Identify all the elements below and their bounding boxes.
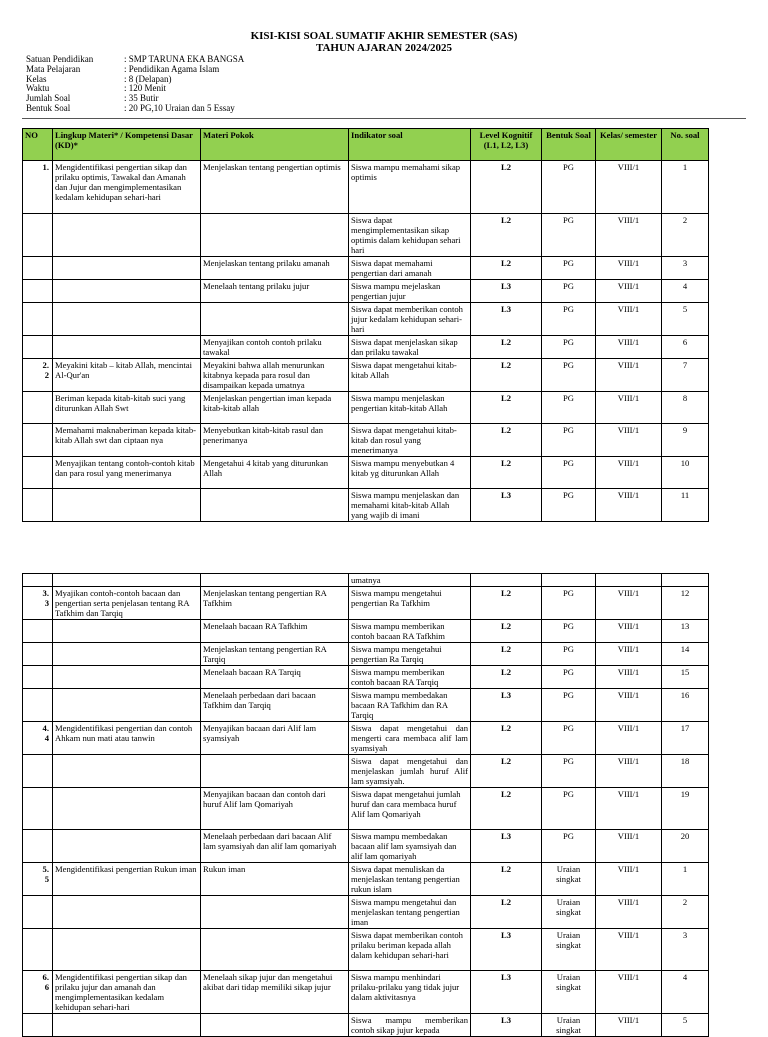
table-row xyxy=(23,214,709,257)
cell-kd xyxy=(53,214,201,257)
meta-label: Kelas xyxy=(26,73,47,84)
cell-bentuk: Uraian singkat xyxy=(542,896,596,929)
cell-nosoal: 12 xyxy=(662,587,709,620)
cell-kd xyxy=(53,929,201,971)
cell-indikator: Siswa mampu memberikan contoh bacaan RA Tafkhim xyxy=(349,620,471,643)
cell-kelas: VIII/1 xyxy=(596,788,662,830)
cell-nosoal: 15 xyxy=(662,666,709,689)
header-kd: Lingkup Materi* / Kompetensi Dasar (KD)* xyxy=(53,129,201,161)
cell-no: 5. 5 xyxy=(23,863,53,896)
cell-nosoal: 19 xyxy=(662,788,709,830)
cell-kd xyxy=(53,336,201,359)
cell-nosoal: 1 xyxy=(662,161,709,214)
cell-kd xyxy=(53,620,201,643)
cell-materi: Meyakini bahwa allah menurunkan kitabnya kepada para rosul dan disampaikan kepada umatnya xyxy=(201,359,349,392)
cell-no: 6. 6 xyxy=(23,971,53,1014)
cell-materi: Menjelaskan tentang pengertian RA Tarqiq xyxy=(201,643,349,666)
table-row xyxy=(23,392,709,424)
cell-nosoal: 3 xyxy=(662,257,709,280)
table-row xyxy=(23,1014,709,1037)
table-row xyxy=(23,489,709,522)
cell-level: L3 xyxy=(471,830,542,863)
cell-no xyxy=(23,666,53,689)
cell-kelas: VIII/1 xyxy=(596,392,662,424)
cell-bentuk: PG xyxy=(542,359,596,392)
cell-nosoal: 7 xyxy=(662,359,709,392)
cell-no xyxy=(23,489,53,522)
cell-indikator: Siswa dapat memberikan contoh prilaku beriman kepada allah dalam kehidupan sehari-hari xyxy=(349,929,471,971)
cell-no xyxy=(23,643,53,666)
cell-kelas: VIII/1 xyxy=(596,620,662,643)
meta-label: Waktu xyxy=(26,83,50,94)
cell-kelas: VIII/1 xyxy=(596,689,662,722)
header-materi: Materi Pokok xyxy=(201,129,349,161)
document-meta xyxy=(26,55,244,114)
cell-indikator: Siswa dapat memberikan contoh jujur kedalam kehidupan sehari-hari xyxy=(349,303,471,336)
cell-no xyxy=(23,257,53,280)
cell-no xyxy=(23,620,53,643)
cell-nosoal: 4 xyxy=(662,280,709,303)
cell-materi xyxy=(201,489,349,522)
cell-kelas: VIII/1 xyxy=(596,214,662,257)
cell-indikator: Siswa mampu menjelaskan dan memahami kitab-kitab Allah yang wajib di imani xyxy=(349,489,471,522)
cell-bentuk: PG xyxy=(542,280,596,303)
cell-no xyxy=(23,689,53,722)
table-header-row xyxy=(23,129,709,161)
cell-kd xyxy=(53,257,201,280)
cell-materi: Menelaah perbedaan dari bacaan Alif lam syamsiyah dan alif lam qomariyah xyxy=(201,830,349,863)
cell-materi: Menjelaskan tentang pengertian optimis xyxy=(201,161,349,214)
cell-kd: Myajikan contoh-contoh bacaan dan pengertian serta penjelasan tentang RA Tafkhim dan Tarqiq xyxy=(53,587,201,620)
cell-level: L2 xyxy=(471,722,542,755)
cell-kd: Mengidentifikasi pengertian sikap dan prilaku optimis, Tawakal dan Amanah dan Jujur dan mengimplementasikan kedalam kehidupan sehari-hari xyxy=(53,161,201,214)
header-kelas: Kelas/ semester xyxy=(596,129,662,161)
table-row xyxy=(23,863,709,896)
cell-kelas xyxy=(596,574,662,587)
meta-label: Jumlah Soal xyxy=(26,93,71,104)
cell-nosoal xyxy=(662,574,709,587)
cell-materi: Rukun iman xyxy=(201,863,349,896)
cell-materi: Menelaah bacaan RA Tafkhim xyxy=(201,620,349,643)
cell-level: L3 xyxy=(471,689,542,722)
table-row xyxy=(23,971,709,1014)
document-subtitle: TAHUN AJARAN 2024/2025 xyxy=(315,42,453,54)
cell-kelas: VIII/1 xyxy=(596,896,662,929)
cell-bentuk: PG xyxy=(542,336,596,359)
cell-kd xyxy=(53,643,201,666)
cell-level xyxy=(471,574,542,587)
header-no: NO xyxy=(23,129,53,161)
cell-no xyxy=(23,457,53,489)
table-body xyxy=(23,574,709,1037)
cell-kd xyxy=(53,755,201,788)
table-row xyxy=(23,620,709,643)
cell-kelas: VIII/1 xyxy=(596,587,662,620)
meta-label: Satuan Pendidikan xyxy=(26,54,94,64)
cell-bentuk: Uraian singkat xyxy=(542,1014,596,1037)
meta-value: : SMP TARUNA EKA BANGSA xyxy=(124,54,245,64)
table-row xyxy=(23,574,709,587)
cell-level: L2 xyxy=(471,863,542,896)
cell-materi: Menelaah bacaan RA Tarqiq xyxy=(201,666,349,689)
cell-kd xyxy=(53,1014,201,1037)
cell-bentuk: Uraian singkat xyxy=(542,929,596,971)
cell-no xyxy=(23,336,53,359)
cell-indikator: Siswa mampu mejelaskan pengertian jujur xyxy=(349,280,471,303)
cell-bentuk: PG xyxy=(542,424,596,457)
cell-kd: Meyakini kitab – kitab Allah, mencintai Al-Qur'an xyxy=(53,359,201,392)
cell-indikator: Siswa dapat mengimplementasikan sikap optimis dalam kehidupan sehari hari xyxy=(349,214,471,257)
cell-materi: Menyajikan bacaan dari Alif lam syamsiyah xyxy=(201,722,349,755)
cell-bentuk: PG xyxy=(542,392,596,424)
cell-indikator: Siswa mampu menyebutkan 4 kitab yg diturunkan Allah xyxy=(349,457,471,489)
kisi-kisi-table-page-1 xyxy=(22,128,709,522)
cell-no xyxy=(23,214,53,257)
cell-indikator: umatnya xyxy=(349,574,471,587)
cell-nosoal: 2 xyxy=(662,214,709,257)
cell-level: L2 xyxy=(471,392,542,424)
cell-nosoal: 13 xyxy=(662,620,709,643)
cell-no xyxy=(23,830,53,863)
cell-level: L2 xyxy=(471,788,542,830)
cell-materi: Menjelaskan tentang prilaku amanah xyxy=(201,257,349,280)
table-row xyxy=(23,722,709,755)
cell-nosoal: 4 xyxy=(662,971,709,1014)
cell-kelas: VIII/1 xyxy=(596,971,662,1014)
cell-kd: Mengidentifikasi pengertian sikap dan prilaku jujur dan amanah dan mengimplementasikan kedalam kehidupan sehari-hari xyxy=(53,971,201,1014)
cell-indikator: Siswa mampu mengetahui pengertian Ra Tarqiq xyxy=(349,643,471,666)
cell-materi: Menjelaskan tentang pengertian RA Tafkhim xyxy=(201,587,349,620)
cell-kd: Mengidentifikasi pengertian dan contoh Ahkam nun mati atau tanwin xyxy=(53,722,201,755)
cell-level: L2 xyxy=(471,214,542,257)
header-bentuk: Bentuk Soal xyxy=(542,129,596,161)
cell-indikator: Siswa mampu membedakan bacaan RA Tafkhim dan RA Tarqiq xyxy=(349,689,471,722)
cell-kd: Beriman kepada kitab-kitab suci yang diturunkan Allah Swt xyxy=(53,392,201,424)
cell-bentuk: PG xyxy=(542,457,596,489)
cell-kelas: VIII/1 xyxy=(596,489,662,522)
table-body xyxy=(23,161,709,522)
cell-level: L3 xyxy=(471,303,542,336)
table-row xyxy=(23,359,709,392)
cell-no xyxy=(23,280,53,303)
cell-indikator: Siswa mampu memahami sikap optimis xyxy=(349,161,471,214)
cell-no xyxy=(23,929,53,971)
cell-materi: Menyebutkan kitab-kitab rasul dan penerimanya xyxy=(201,424,349,457)
cell-level: L2 xyxy=(471,896,542,929)
cell-level: L2 xyxy=(471,587,542,620)
cell-nosoal: 6 xyxy=(662,336,709,359)
cell-bentuk: PG xyxy=(542,587,596,620)
cell-nosoal: 14 xyxy=(662,643,709,666)
table-row xyxy=(23,666,709,689)
cell-kelas: VIII/1 xyxy=(596,257,662,280)
cell-bentuk: PG xyxy=(542,161,596,214)
cell-kd xyxy=(53,574,201,587)
cell-nosoal: 2 xyxy=(662,896,709,929)
cell-materi: Menjelaskan pengertian iman kepada kitab-kitab allah xyxy=(201,392,349,424)
cell-indikator: Siswa dapat mengetahui dan menjelaskan jumlah huruf Alif lam syamsiyah. xyxy=(349,755,471,788)
cell-bentuk: PG xyxy=(542,620,596,643)
cell-kd xyxy=(53,896,201,929)
cell-level: L2 xyxy=(471,620,542,643)
cell-indikator: Siswa mampu mengetahui pengertian Ra Tafkhim xyxy=(349,587,471,620)
table-row xyxy=(23,257,709,280)
cell-no: 2. 2 xyxy=(23,359,53,392)
cell-kd xyxy=(53,303,201,336)
cell-bentuk: Uraian singkat xyxy=(542,971,596,1014)
cell-bentuk: PG xyxy=(542,214,596,257)
cell-kelas: VIII/1 xyxy=(596,161,662,214)
cell-bentuk: PG xyxy=(542,689,596,722)
cell-kelas: VIII/1 xyxy=(596,424,662,457)
header-divider xyxy=(22,118,746,119)
meta-value: : 20 PG,10 Uraian dan 5 Essay xyxy=(124,102,235,113)
cell-bentuk xyxy=(542,574,596,587)
header-level: Level Kognitif (L1, L2, L3) xyxy=(471,129,542,161)
cell-kelas: VIII/1 xyxy=(596,755,662,788)
cell-kelas: VIII/1 xyxy=(596,1014,662,1037)
cell-kd xyxy=(53,489,201,522)
meta-value: : Pendidikan Agama Islam xyxy=(124,63,220,74)
cell-materi: Menyajikan bacaan dan contoh dari huruf Alif lam Qomariyah xyxy=(201,788,349,830)
cell-bentuk: PG xyxy=(542,643,596,666)
cell-nosoal: 16 xyxy=(662,689,709,722)
cell-bentuk: PG xyxy=(542,303,596,336)
cell-bentuk: PG xyxy=(542,830,596,863)
cell-no xyxy=(23,896,53,929)
cell-kelas: VIII/1 xyxy=(596,863,662,896)
cell-kelas: VIII/1 xyxy=(596,929,662,971)
cell-materi xyxy=(201,929,349,971)
cell-kd xyxy=(53,788,201,830)
cell-materi xyxy=(201,1014,349,1037)
cell-indikator: Siswa dapat mengetahui kitab-kitab dan rosul yang menerimanya xyxy=(349,424,471,457)
cell-bentuk: PG xyxy=(542,666,596,689)
table-row xyxy=(23,424,709,457)
cell-kd: Menyajikan tentang contoh-contoh kitab dan para rosul yang menerimanya xyxy=(53,457,201,489)
cell-indikator: Siswa mampu memberikan contoh sikap jujur kepada xyxy=(349,1014,471,1037)
table-row xyxy=(23,788,709,830)
meta-value: : 120 Menit xyxy=(124,83,166,94)
cell-kelas: VIII/1 xyxy=(596,830,662,863)
cell-kd: Mengidentifikasi pengertian Rukun iman xyxy=(53,863,201,896)
cell-materi xyxy=(201,303,349,336)
cell-level: L2 xyxy=(471,457,542,489)
table-row xyxy=(23,587,709,620)
cell-kelas: VIII/1 xyxy=(596,457,662,489)
cell-kd xyxy=(53,689,201,722)
meta-value: : 35 Butir xyxy=(124,93,159,104)
cell-level: L2 xyxy=(471,336,542,359)
cell-kelas: VIII/1 xyxy=(596,336,662,359)
meta-value: : 8 (Delapan) xyxy=(124,73,172,84)
table-row xyxy=(23,896,709,929)
cell-materi: Menelaah sikap jujur dan mengetahui akibat dari tidap memiliki sikap jujur xyxy=(201,971,349,1014)
document-title: KISI-KISI SOAL SUMATIF AKHIR SEMESTER (SAS) xyxy=(250,30,518,42)
cell-no xyxy=(23,574,53,587)
cell-kelas: VIII/1 xyxy=(596,643,662,666)
cell-nosoal: 20 xyxy=(662,830,709,863)
cell-no: 4. 4 xyxy=(23,722,53,755)
cell-nosoal: 10 xyxy=(662,457,709,489)
cell-no xyxy=(23,303,53,336)
table-row xyxy=(23,161,709,214)
cell-nosoal: 5 xyxy=(662,303,709,336)
cell-kd xyxy=(53,280,201,303)
table-row xyxy=(23,929,709,971)
cell-level: L2 xyxy=(471,359,542,392)
cell-level: L2 xyxy=(471,666,542,689)
table-row xyxy=(23,303,709,336)
cell-indikator: Siswa dapat mengetahui kitab-kitab Allah xyxy=(349,359,471,392)
cell-nosoal: 17 xyxy=(662,722,709,755)
cell-no xyxy=(23,424,53,457)
cell-kelas: VIII/1 xyxy=(596,303,662,336)
cell-level: L2 xyxy=(471,755,542,788)
cell-bentuk: Uraian singkat xyxy=(542,863,596,896)
cell-materi: Menelaah tentang prilaku jujur xyxy=(201,280,349,303)
cell-materi xyxy=(201,896,349,929)
cell-nosoal: 9 xyxy=(662,424,709,457)
cell-bentuk: PG xyxy=(542,755,596,788)
cell-materi: Menyajikan contoh contoh prilaku tawakal xyxy=(201,336,349,359)
cell-level: L2 xyxy=(471,643,542,666)
table-row xyxy=(23,830,709,863)
cell-nosoal: 18 xyxy=(662,755,709,788)
cell-materi xyxy=(201,574,349,587)
cell-materi: Mengetahui 4 kitab yang diturunkan Allah xyxy=(201,457,349,489)
header-nosoal: No. soal xyxy=(662,129,709,161)
cell-indikator: Siswa dapat mengetahui dan mengerti cara membaca alif lam syamsiyah xyxy=(349,722,471,755)
table-row xyxy=(23,336,709,359)
cell-indikator: Siswa dapat mengetahui jumlah huruf dan cara membaca huruf Alif lam Qomariyah xyxy=(349,788,471,830)
cell-level: L3 xyxy=(471,929,542,971)
kisi-kisi-table-page-2 xyxy=(22,573,709,1037)
cell-bentuk: PG xyxy=(542,257,596,280)
cell-materi xyxy=(201,755,349,788)
cell-materi xyxy=(201,214,349,257)
cell-indikator: Siswa mampu menhindari prilaku-prilaku yang tidak jujur dalam aktivitasnya xyxy=(349,971,471,1014)
cell-no xyxy=(23,392,53,424)
cell-no xyxy=(23,755,53,788)
table-row xyxy=(23,689,709,722)
cell-indikator: Siswa mampu membedakan bacaan alif lam syamsiyah dan alif lam qomariyah xyxy=(349,830,471,863)
cell-bentuk: PG xyxy=(542,489,596,522)
cell-kd xyxy=(53,830,201,863)
header-indikator: Indikator soal xyxy=(349,129,471,161)
cell-kd: Memahami maknaberiman kepada kitab-kitab Allah swt dan ciptaan nya xyxy=(53,424,201,457)
cell-nosoal: 11 xyxy=(662,489,709,522)
table-row xyxy=(23,643,709,666)
cell-materi: Menelaah perbedaan dari bacaan Tafkhim dan Tarqiq xyxy=(201,689,349,722)
meta-label: Mata Pelajaran xyxy=(26,63,81,74)
cell-indikator: Siswa mampu mengetahui dan menjelaskan tentang pengertian iman xyxy=(349,896,471,929)
cell-kd xyxy=(53,666,201,689)
cell-nosoal: 1 xyxy=(662,863,709,896)
cell-indikator: Siswa dapat menjelaskan sikap dan prilaku tawakal xyxy=(349,336,471,359)
cell-nosoal: 5 xyxy=(662,1014,709,1037)
cell-indikator: Siswa dapat memahami pengertian dari amanah xyxy=(349,257,471,280)
cell-bentuk: PG xyxy=(542,788,596,830)
cell-level: L2 xyxy=(471,424,542,457)
meta-row xyxy=(26,104,244,114)
table-row xyxy=(23,457,709,489)
cell-no xyxy=(23,788,53,830)
cell-level: L3 xyxy=(471,971,542,1014)
cell-kelas: VIII/1 xyxy=(596,280,662,303)
cell-level: L2 xyxy=(471,257,542,280)
cell-no: 1. xyxy=(23,161,53,214)
cell-bentuk: PG xyxy=(542,722,596,755)
cell-kelas: VIII/1 xyxy=(596,722,662,755)
cell-indikator: Siswa dapat menuliskan da menjelaskan tentang pengertian rukun islam xyxy=(349,863,471,896)
table-row xyxy=(23,755,709,788)
cell-no: 3. 3 xyxy=(23,587,53,620)
cell-nosoal: 8 xyxy=(662,392,709,424)
cell-indikator: Siswa mampu memberikan contoh bacaan RA Tarqiq xyxy=(349,666,471,689)
cell-level: L3 xyxy=(471,280,542,303)
table-row xyxy=(23,280,709,303)
cell-no xyxy=(23,1014,53,1037)
meta-label: Bentuk Soal xyxy=(26,102,71,113)
cell-level: L3 xyxy=(471,489,542,522)
cell-level: L2 xyxy=(471,161,542,214)
cell-nosoal: 3 xyxy=(662,929,709,971)
cell-level: L3 xyxy=(471,1014,542,1037)
cell-kelas: VIII/1 xyxy=(596,359,662,392)
cell-indikator: Siswa mampu menjelaskan pengertian kitab-kitab Allah xyxy=(349,392,471,424)
cell-kelas: VIII/1 xyxy=(596,666,662,689)
